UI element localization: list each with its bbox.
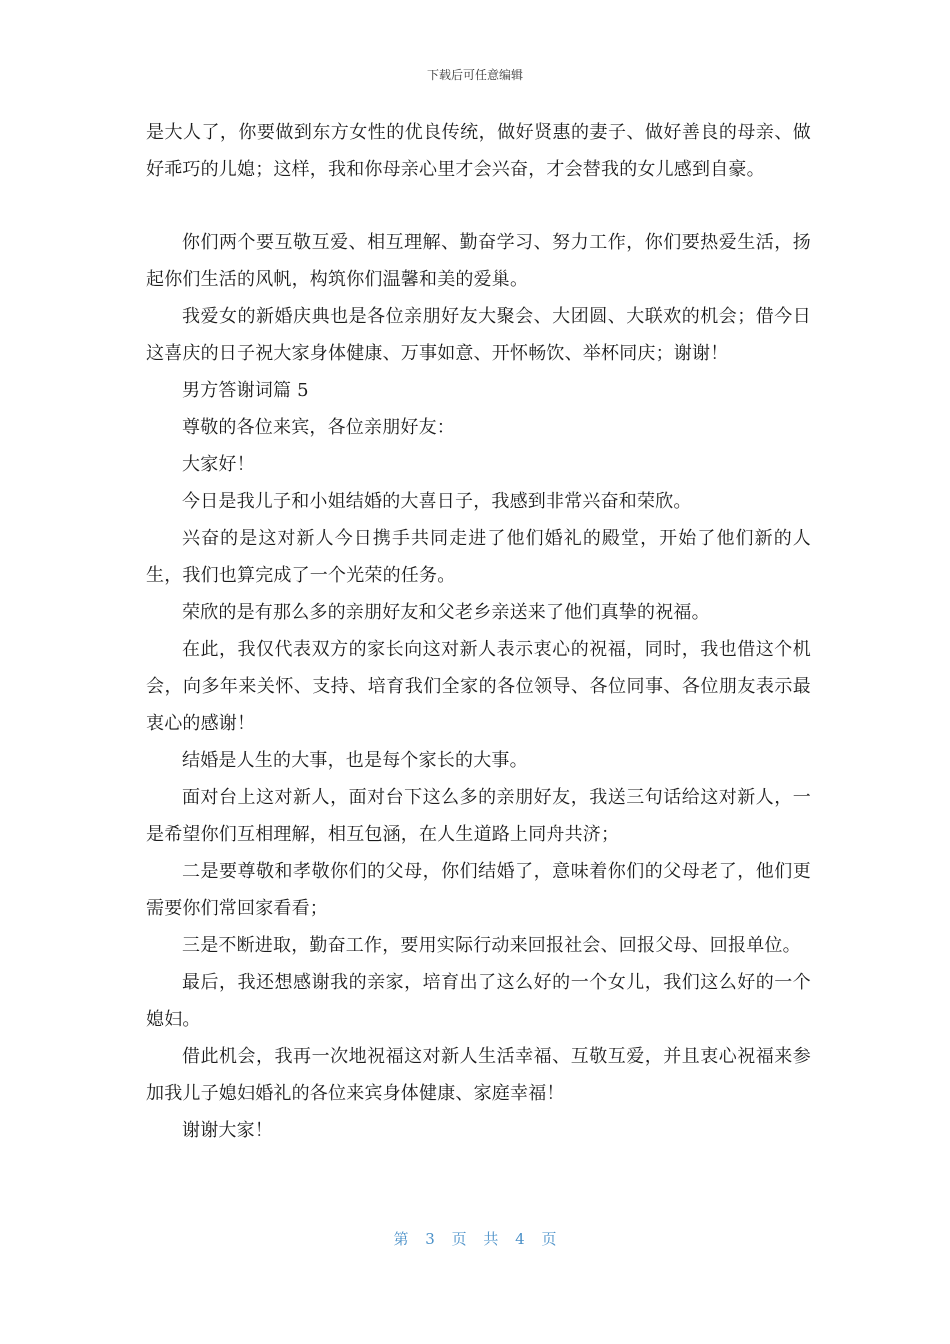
paragraph: 最后，我还想感谢我的亲家，培育出了这么好的一个女儿，我们这么好的一个媳妇。: [146, 972, 811, 1030]
paragraph: 面对台上这对新人，面对台下这么多的亲朋好友，我送三句话给这对新人，一是希望你们互相理解，相互包涵，在人生道路上同舟共济；: [146, 787, 811, 845]
closing: 谢谢大家！: [182, 1120, 273, 1141]
paragraph: 兴奋的是这对新人今日携手共同走进了他们婚礼的殿堂，开始了他们新的人生，我们也算完成了一个光荣的任务。: [146, 528, 811, 586]
greeting: 大家好！: [182, 454, 255, 475]
paragraph: 我爱女的新婚庆典也是各位亲朋好友大聚会、大团圆、大联欢的机会；借今日这喜庆的日子祝大家身体健康、万事如意、开怀畅饮、举杯同庆；谢谢！: [146, 306, 811, 364]
page-header: 下载后可任意编辑: [426, 68, 523, 82]
salutation: 尊敬的各位来宾，各位亲朋好友：: [182, 417, 455, 438]
page-footer: 第 3 页 共 4 页: [393, 1230, 557, 1248]
paragraph: 荣欣的是有那么多的亲朋好友和父老乡亲送来了他们真挚的祝福。: [182, 602, 710, 623]
paragraph: 三是不断进取，勤奋工作，要用实际行动来回报社会、回报父母、回报单位。: [182, 935, 801, 956]
paragraph: 二是要尊敬和孝敬你们的父母，你们结婚了，意味着你们的父母老了，他们更需要你们常回家看看；: [146, 861, 811, 919]
paragraph: 你们两个要互敬互爱、相互理解、勤奋学习、努力工作，你们要热爱生活，扬起你们生活的风帆，构筑你们温馨和美的爱巢。: [146, 232, 811, 290]
document-body: [146, 114, 811, 1149]
paragraph: 结婚是人生的大事，也是每个家长的大事。: [182, 750, 528, 771]
paragraph: 在此，我仅代表双方的家长向这对新人表示衷心的祝福，同时，我也借这个机会，向多年来关怀、支持、培育我们全家的各位领导、各位同事、各位朋友表示最衷心的感谢！: [146, 639, 811, 734]
paragraph: 是大人了，你要做到东方女性的优良传统，做好贤惠的妻子、做好善良的母亲、做好乖巧的儿媳；这样，我和你母亲心里才会兴奋，才会替我的女儿感到自豪。: [146, 122, 811, 180]
paragraph: 今日是我儿子和小姐结婚的大喜日子，我感到非常兴奋和荣欣。: [182, 491, 692, 512]
paragraph: 借此机会，我再一次地祝福这对新人生活幸福、互敬互爱，并且衷心祝福来参加我儿子媳妇婚礼的各位来宾身体健康、家庭幸福！: [146, 1046, 811, 1104]
section-title: 男方答谢词篇 5: [182, 380, 309, 401]
